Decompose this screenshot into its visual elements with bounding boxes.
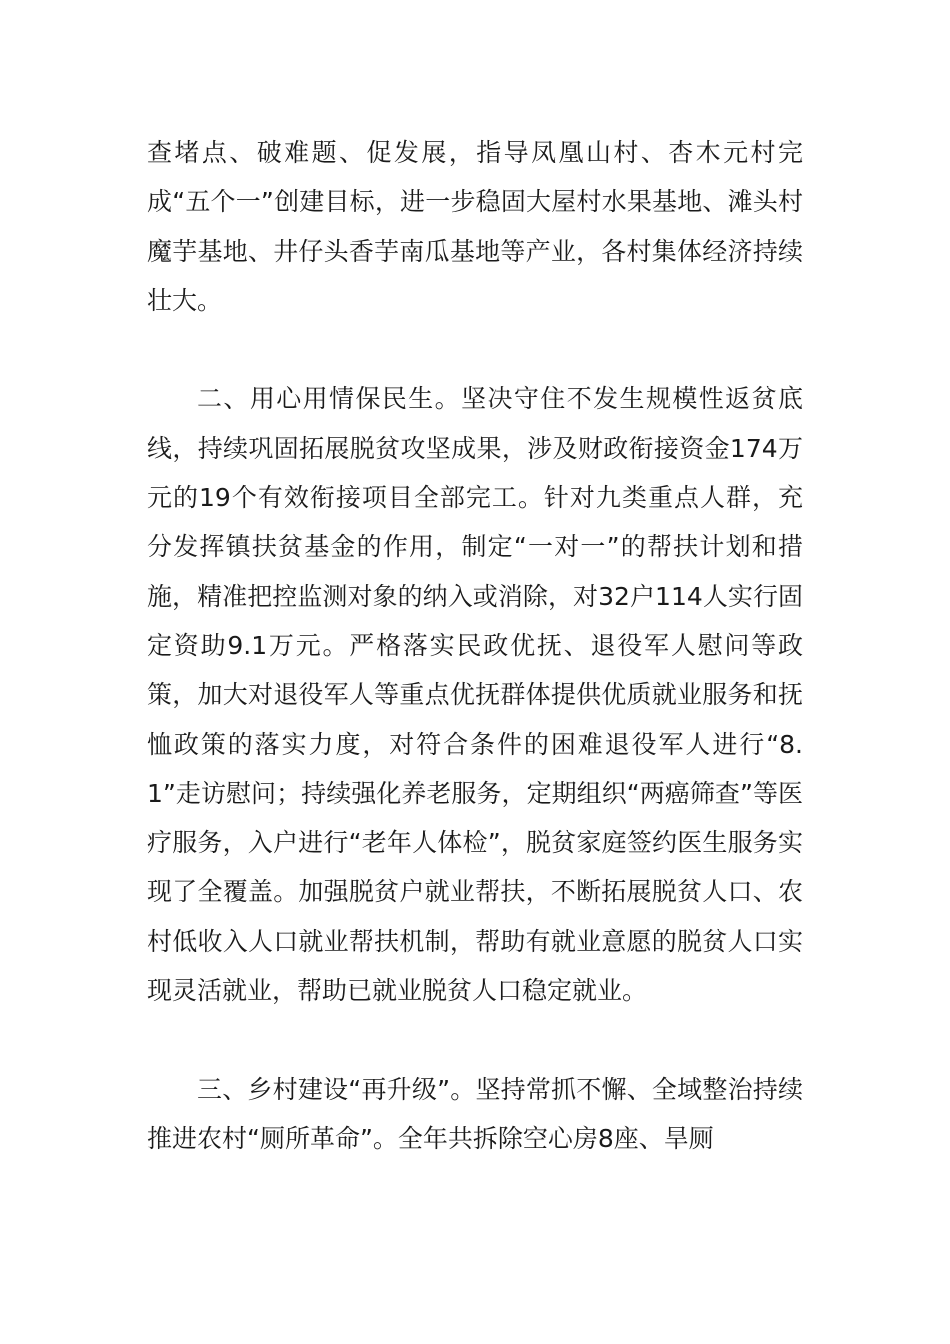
paragraph-spacer: [147, 325, 803, 374]
paragraph-section-two: 二、用心用情保民生。坚决守住不发生规模性返贫底线，持续巩固拓展脱贫攻坚成果，涉及财政衔接资金174万元的19个有效衔接项目全部完工。针对九类重点人群，充分发挥镇扶贫基金的作用，制定“一对一”的帮扶计划和措施，精准把控监测对象的纳入或消除，对32户114人实行固定资助9.1万元。严格落实民政优抚、退役军人慰问等政策，加大对退役军人等重点优抚群体提供优质就业服务和抚恤政策的落实力度，对符合条件的困难退役军人进行“8.1”走访慰问；持续强化养老服务，定期组织“两癌筛查”等医疗服务，入户进行“老年人体检”，脱贫家庭签约医生服务实现了全覆盖。加强脱贫户就业帮扶，不断拓展脱贫人口、农村低收入人口就业帮扶机制，帮助有就业意愿的脱贫人口实现灵活就业，帮助已就业脱贫人口稳定就业。: [147, 384, 803, 1006]
paragraph-spacer: [147, 1015, 803, 1064]
paragraph-section-three: 三、乡村建设“再升级”。坚持常抓不懈、全域整治持续推进农村“厕所革命”。全年共拆除空心房8座、旱厕: [147, 1074, 803, 1153]
document-body: [147, 128, 803, 1163]
paragraph-continuation: 查堵点、破难题、促发展，指导凤凰山村、杏木元村完成“五个一”创建目标，进一步稳固大屋村水果基地、滩头村魔芋基地、井仔头香芋南瓜基地等产业，各村集体经济持续壮大。: [147, 138, 803, 315]
